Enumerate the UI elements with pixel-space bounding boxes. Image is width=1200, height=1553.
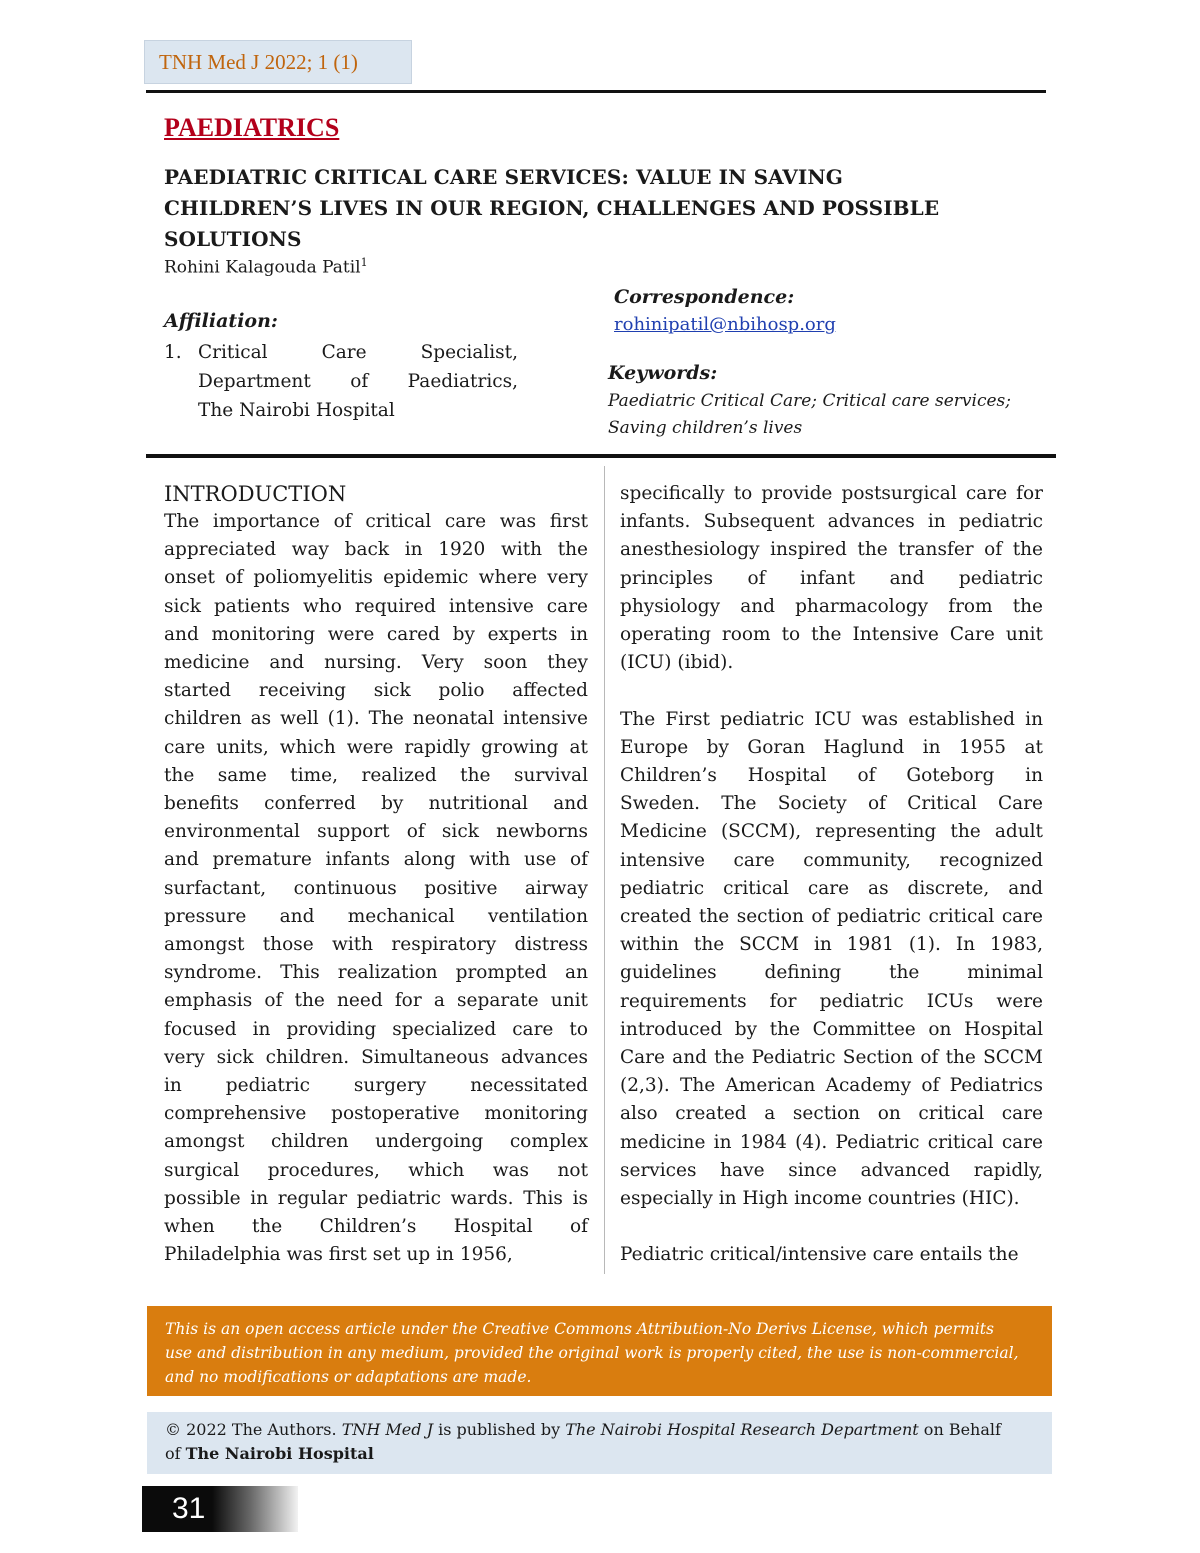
journal-citation-badge: TNH Med J 2022; 1 (1) xyxy=(144,40,412,84)
text-line: Sweden. The Society of Critical Care xyxy=(620,793,1043,815)
text-line: Medicine (SCCM), representing the adult xyxy=(620,821,1043,843)
text-line: environmental support of sick newborns xyxy=(164,821,588,843)
text-line: created the section of pediatric critical care xyxy=(620,906,1043,928)
correspondence-heading: Correspondence: xyxy=(614,286,795,308)
copyright-text: is published by xyxy=(433,1420,566,1439)
text-line: also created a section on critical care xyxy=(620,1103,1043,1125)
affiliation-line: Department of Paediatrics, xyxy=(198,371,518,392)
text-line: started receiving sick polio affected xyxy=(164,680,588,702)
text-line: emphasis of the need for a separate unit xyxy=(164,990,588,1012)
text-line: when the Children’s Hospital of xyxy=(164,1216,588,1238)
text-line: syndrome. This realization prompted an xyxy=(164,962,588,984)
article-title xyxy=(164,162,1044,255)
text-line: in pediatric surgery necessitated xyxy=(164,1075,588,1097)
copyright-text: on Behalf xyxy=(918,1420,1001,1439)
text-line: services have since advanced rapidly, xyxy=(620,1159,1043,1181)
text-line: physiology and pharmacology from the xyxy=(620,595,1043,617)
text-line: intensive care community, recognized xyxy=(620,849,1043,871)
text-line: Care and the Pediatric Section of the SCCM xyxy=(620,1047,1043,1069)
title-line: PAEDIATRIC CRITICAL CARE SERVICES: VALUE IN SAVING xyxy=(164,165,843,189)
text-line: Pediatric critical/intensive care entails the xyxy=(620,1244,1019,1266)
license-line: use and distribution in any medium, provided the original work is properly cited, the use is non-commercial, xyxy=(165,1344,1019,1362)
text-line: especially in High income countries (HIC). xyxy=(620,1188,1020,1210)
page-number: 31 xyxy=(142,1486,298,1532)
text-line: pressure and mechanical ventilation xyxy=(164,905,588,927)
copyright-publisher: The Nairobi Hospital Research Department xyxy=(565,1420,919,1439)
header-bottom-rule xyxy=(146,454,1056,458)
keywords-line: Saving children’s lives xyxy=(608,418,803,438)
text-line: surfactant, continuous positive airway xyxy=(164,877,588,899)
section-label: PAEDIATRICS xyxy=(164,113,340,142)
author-text: Rohini Kalagouda Patil xyxy=(164,257,361,278)
author-affiliation-ref: 1 xyxy=(360,256,368,269)
text-line: care units, which were rapidly growing at xyxy=(164,736,588,758)
text-line: guidelines defining the minimal xyxy=(620,962,1043,984)
text-line: The First pediatric ICU was established in xyxy=(620,708,1043,730)
header-rule xyxy=(146,90,1046,93)
text-line: Europe by Goran Haglund in 1955 at xyxy=(620,736,1043,758)
affiliation-number: 1. xyxy=(164,342,182,363)
text-line: pediatric critical care as discrete, and xyxy=(620,877,1043,899)
text-line: and premature infants along with use of xyxy=(164,849,588,871)
keywords-heading: Keywords: xyxy=(608,362,718,384)
affiliation-line: Critical Care Specialist, xyxy=(198,342,518,363)
right-column xyxy=(620,480,1043,1270)
text-line: benefits conferred by nutritional and xyxy=(164,793,588,815)
keywords-list xyxy=(608,388,1048,442)
text-line: infants. Subsequent advances in pediatric xyxy=(620,511,1043,533)
text-line: onset of poliomyelitis epidemic where very xyxy=(164,567,588,589)
text-line: Philadelphia was first set up in 1956, xyxy=(164,1244,513,1266)
correspondence-email-link[interactable]: rohinipatil@nbihosp.org xyxy=(614,314,836,335)
text-line: amongst those with respiratory distress xyxy=(164,934,588,956)
copyright-text: © 2022 The Authors. xyxy=(165,1420,342,1439)
keywords-line: Paediatric Critical Care; Critical care services; xyxy=(608,391,1012,411)
text-line: amongst children undergoing complex xyxy=(164,1131,588,1153)
intro-paragraph xyxy=(164,508,588,1269)
column-divider xyxy=(604,466,605,1274)
text-line: children as well (1). The neonatal intensive xyxy=(164,708,588,730)
text-line: medicine and nursing. Very soon they xyxy=(164,652,588,674)
text-line: comprehensive postoperative monitoring xyxy=(164,1103,588,1125)
affiliation-list xyxy=(164,338,518,425)
title-line: SOLUTIONS xyxy=(164,227,302,251)
text-line: introduced by the Committee on Hospital xyxy=(620,1018,1043,1040)
text-line: medicine in 1984 (4). Pediatric critical care xyxy=(620,1131,1043,1153)
text-line: surgical procedures, which was not xyxy=(164,1159,588,1181)
text-line: (ICU) (ibid). xyxy=(620,652,734,674)
license-notice xyxy=(147,1306,1052,1396)
body-paragraph xyxy=(620,1241,1043,1269)
affiliation-line: The Nairobi Hospital xyxy=(198,400,395,421)
text-line: The importance of critical care was first xyxy=(164,511,588,532)
text-line: focused in providing specialized care to xyxy=(164,1018,588,1040)
copyright-text: of xyxy=(165,1444,186,1463)
license-line: This is an open access article under the Creative Commons Attribution-No Derivs License, which permits xyxy=(165,1320,994,1338)
text-line: and monitoring were cared by experts in xyxy=(164,623,588,645)
text-line: Children’s Hospital of Goteborg in xyxy=(620,765,1043,787)
body-paragraph xyxy=(620,480,1043,677)
license-line: and no modifications or adaptations are made. xyxy=(165,1368,532,1386)
text-line: the same time, realized the survival xyxy=(164,764,588,786)
text-line: sick patients who required intensive care xyxy=(164,595,588,617)
text-line: operating room to the Intensive Care unit xyxy=(620,624,1043,646)
copyright-journal: TNH Med J xyxy=(341,1420,433,1439)
title-line: CHILDREN’S LIVES IN OUR REGION, CHALLENGES AND POSSIBLE xyxy=(164,196,940,220)
text-line: specifically to provide postsurgical care for xyxy=(620,483,1043,504)
author-name xyxy=(164,256,368,278)
affiliation-heading: Affiliation: xyxy=(164,310,278,332)
text-line: within the SCCM in 1981 (1). In 1983, xyxy=(620,934,1043,956)
text-line: (2,3). The American Academy of Pediatrics xyxy=(620,1075,1043,1097)
text-line: anesthesiology inspired the transfer of the xyxy=(620,539,1043,561)
affiliation-text xyxy=(198,338,518,425)
text-line: requirements for pediatric ICUs were xyxy=(620,990,1043,1012)
body-paragraph xyxy=(620,706,1043,1214)
text-line: appreciated way back in 1920 with the xyxy=(164,539,588,561)
left-column xyxy=(164,480,588,1269)
introduction-heading: INTRODUCTION xyxy=(164,482,347,506)
text-line: principles of infant and pediatric xyxy=(620,567,1043,589)
copyright-organization: The Nairobi Hospital xyxy=(185,1444,374,1463)
text-line: possible in regular pediatric wards. This is xyxy=(164,1187,588,1209)
text-line: very sick children. Simultaneous advances xyxy=(164,1046,588,1068)
copyright-notice xyxy=(147,1412,1052,1474)
